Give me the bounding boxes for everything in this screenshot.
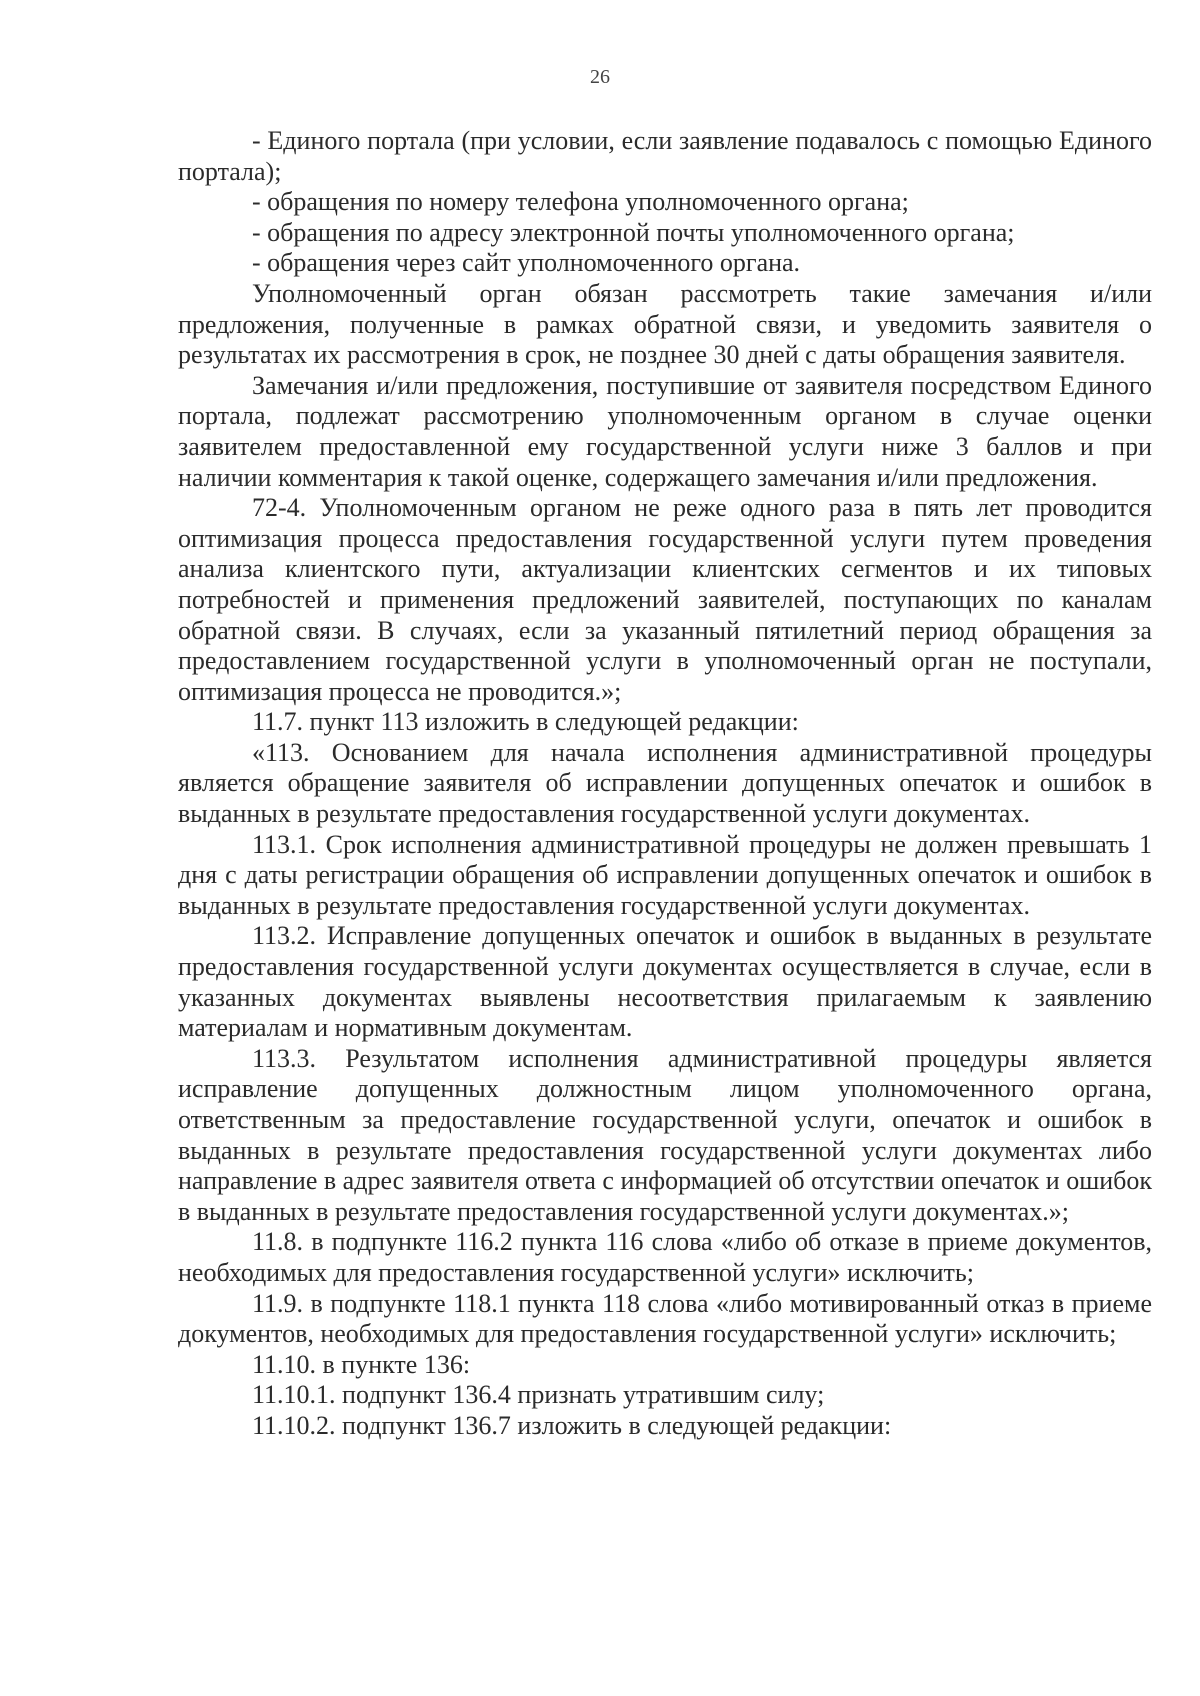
paragraph-11-7: 11.7. пункт 113 изложить в следующей редакции:: [252, 707, 799, 737]
page-number: 26: [590, 66, 610, 88]
paragraph-11-10: 11.10. в пункте 136:: [252, 1349, 471, 1379]
paragraph-email-item: - обращения по адресу электронной почты уполномоченного органа;: [252, 217, 1015, 247]
paragraph-11-10-1: 11.10.1. подпункт 136.4 признать утратившим силу;: [252, 1380, 825, 1410]
paragraph-portal-feedback: Замечания и/или предложения, поступившие от заявителя посредством Единого портала, подлежат рассмотрению уполномоченным органом в случае оценки заявителем предоставленной ему государственной услуги ниже 3 баллов и при наличии комментария к такой оценке, содержащего замечания и/или предложения.: [178, 370, 1152, 492]
paragraph-113: «113. Основанием для начала исполнения административной процедуры является обращение заявителя об исправлении допущенных опечаток и ошибок в выданных в результате предоставления государственной услуги документах.: [178, 737, 1152, 829]
paragraph-113-3: 113.3. Результатом исполнения административной процедуры является исправление допущенных должностным лицом уполномоченного органа, ответственным за предоставление государственной услуги, опечаток и ошибок в выданных в результате предоставления государственной услуги документах либо направление в адрес заявителя ответа с информацией об отсутствии опечаток и ошибок в выданных в результате предоставления государственной услуги документах.»;: [178, 1043, 1152, 1226]
paragraph-11-9: 11.9. в подпункте 118.1 пункта 118 слова «либо мотивированный отказ в приеме документов, необходимых для предоставления государственной услуги» исключить;: [178, 1288, 1152, 1349]
paragraph-review-obligation: Уполномоченный орган обязан рассмотреть такие замечания и/или предложения, полученные в рамках обратной связи, и уведомить заявителя о результатах их рассмотрения в срок, не позднее 30 дней с даты обращения заявителя.: [178, 278, 1152, 370]
paragraph-11-10-2: 11.10.2. подпункт 136.7 изложить в следующей редакции:: [252, 1410, 892, 1440]
paragraph-11-8: 11.8. в подпункте 116.2 пункта 116 слова «либо об отказе в приеме документов, необходимых для предоставления государственной услуги» исключить;: [178, 1227, 1152, 1287]
document-body: [178, 126, 1152, 1442]
paragraph-113-1: 113.1. Срок исполнения административной процедуры не должен превышать 1 дня с даты регистрации обращения об исправлении допущенных опечаток и ошибок в выданных в результате предоставления государственной услуги документах.: [178, 829, 1152, 920]
paragraph-113-2: 113.2. Исправление допущенных опечаток и ошибок в выданных в результате предоставления государственной услуги документах осуществляется в случае, если в указанных документах выявлены несоответствия прилагаемым к заявлению материалам и нормативным документам.: [178, 921, 1152, 1043]
paragraph-portal-item: - Единого портала (при условии, если заявление подавалось с помощью Единого портала);: [178, 126, 1152, 186]
paragraph-phone-item: - обращения по номеру телефона уполномоченного органа;: [252, 187, 909, 217]
paragraph-72-4: 72-4. Уполномоченным органом не реже одного раза в пять лет проводится оптимизация процесса предоставления государственной услуги путем проведения анализа клиентского пути, актуализации клиентских сегментов и их типовых потребностей и применения предложений заявителей, поступающих по каналам обратной связи. В случаях, если за указанный пятилетний период обращения за предоставлением государственной услуги в уполномоченный орган не поступали, оптимизация процесса не проводится.»;: [178, 493, 1152, 706]
paragraph-website-item: - обращения через сайт уполномоченного органа.: [252, 248, 801, 278]
